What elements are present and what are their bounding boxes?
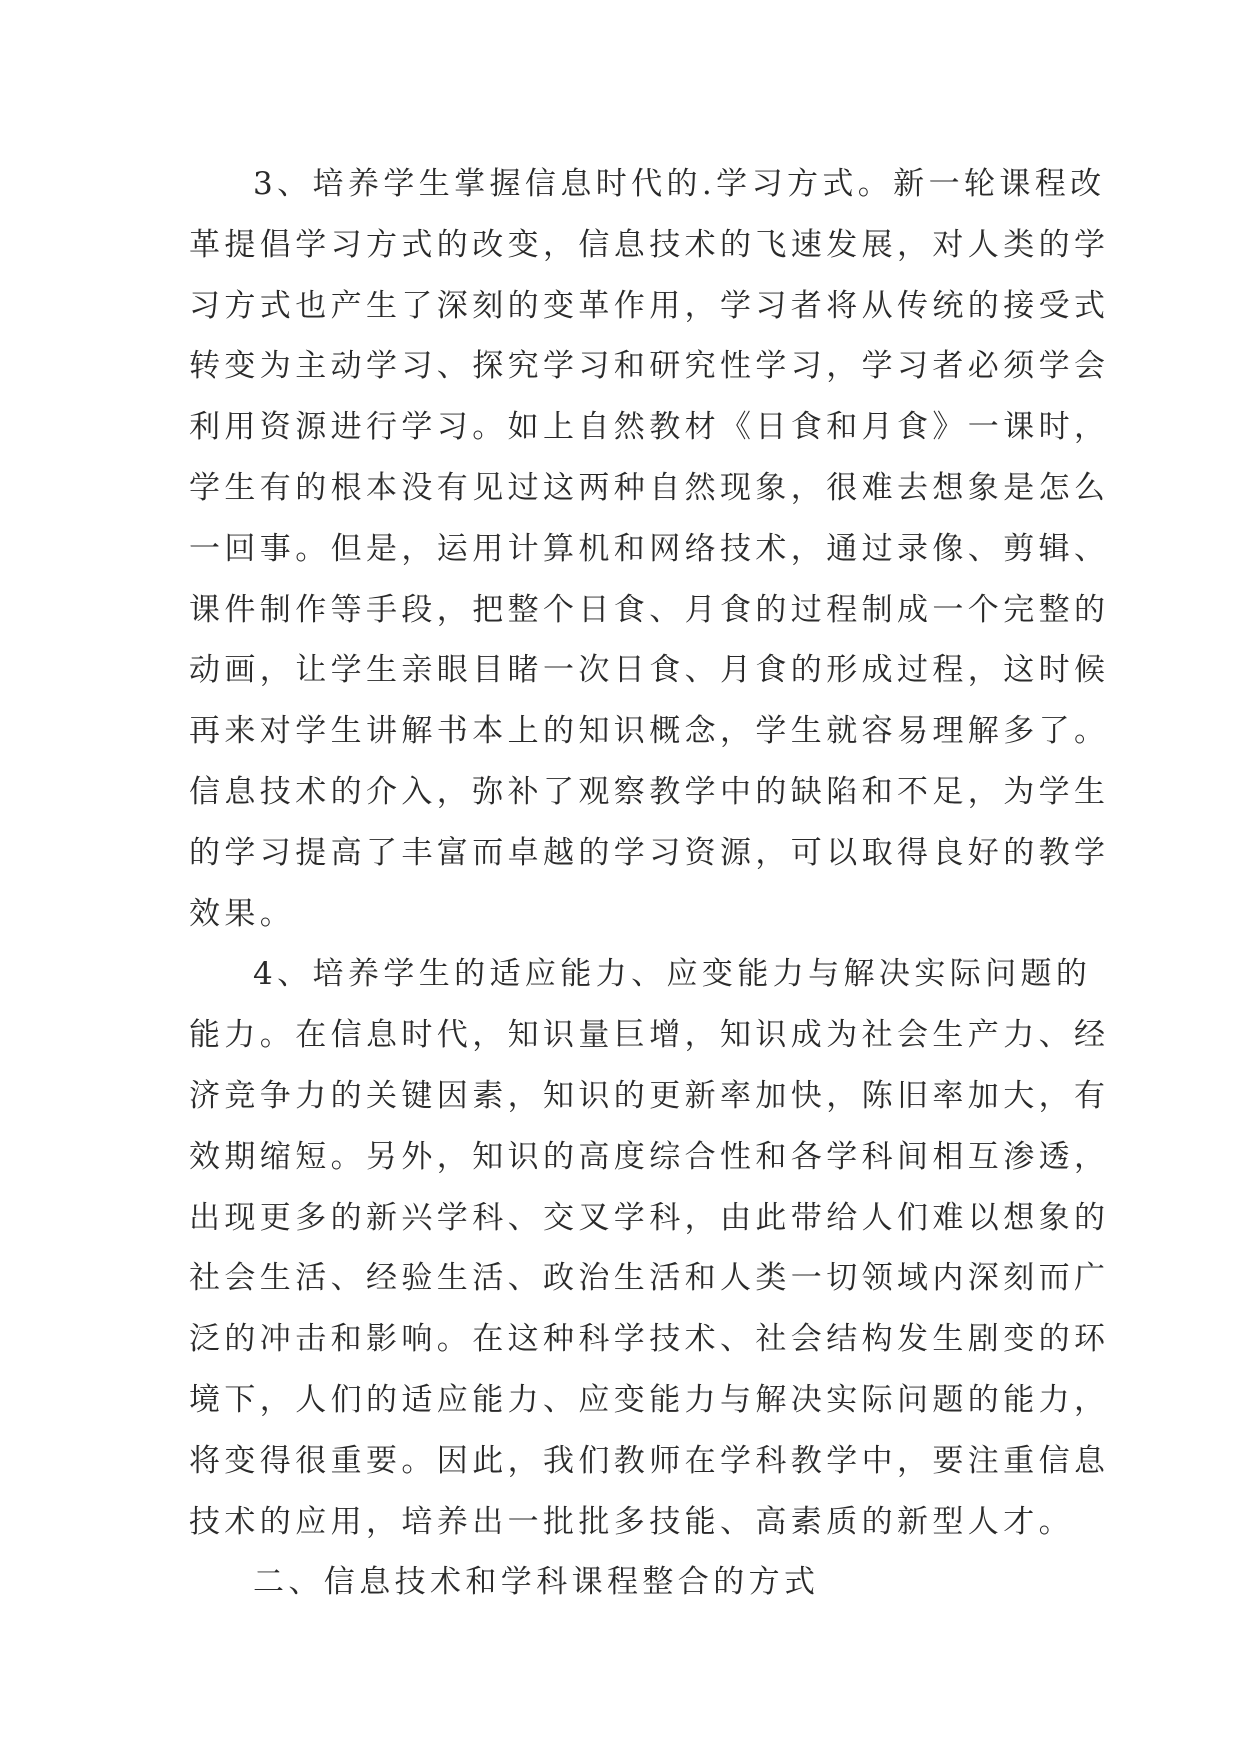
text-line: 泛的冲击和影响。在这种科学技术、社会结构发生剧变的环 [189,1321,1110,1358]
text-line: 出现更多的新兴学科、交叉学科，由此带给人们难以想象的 [189,1199,1110,1236]
text-line: 社会生活、经验生活、政治生活和人类一切领域内深刻而广 [189,1260,1110,1297]
text-line: 3、培养学生掌握信息时代的.学习方式。新一轮课程改 [253,166,1106,202]
text-line: 能力。在信息时代，知识量巨增，知识成为社会生产力、经 [189,1017,1110,1054]
section-heading: 二、信息技术和学科课程整合的方式 [253,1564,820,1601]
text-line: 4、培养学生的适应能力、应变能力与解决实际问题的 [253,956,1092,993]
text-line: 技术的应用，培养出一批批多技能、高素质的新型人才。 [189,1503,1074,1540]
text-line: 再来对学生讲解书本上的知识概念，学生就容易理解多了。 [189,713,1110,750]
text-line: 革提倡学习方式的改变，信息技术的飞速发展，对人类的学 [189,226,1110,263]
text-line: 的学习提高了丰富而卓越的学习资源，可以取得良好的教学 [189,834,1110,871]
text-line: 效期缩短。另外，知识的高度综合性和各学科间相互渗透， [189,1138,1110,1175]
text-line: 一回事。但是，运用计算机和网络技术，通过录像、剪辑、 [189,530,1110,567]
text-line: 习方式也产生了深刻的变革作用，学习者将从传统的接受式 [189,287,1110,324]
text-line: 利用资源进行学习。如上自然教材《日食和月食》一课时， [189,409,1110,446]
text-line: 课件制作等手段，把整个日食、月食的过程制成一个完整的 [189,591,1110,628]
text-line: 转变为主动学习、探究学习和研究性学习，学习者必须学会 [189,348,1110,385]
text-line: 济竞争力的关键因素，知识的更新率加快，陈旧率加大，有 [189,1077,1110,1114]
body-text [189,154,1110,1613]
text-line: 境下，人们的适应能力、应变能力与解决实际问题的能力， [189,1381,1110,1418]
text-line: 效果。 [189,895,296,932]
text-line: 动画，让学生亲眼目睹一次日食、月食的形成过程，这时候 [189,652,1110,689]
text-line: 学生有的根本没有见过这两种自然现象，很难去想象是怎么 [189,469,1110,506]
text-line: 信息技术的介入，弥补了观察教学中的缺陷和不足，为学生 [189,773,1110,810]
text-line: 将变得很重要。因此，我们教师在学科教学中，要注重信息 [189,1442,1110,1479]
